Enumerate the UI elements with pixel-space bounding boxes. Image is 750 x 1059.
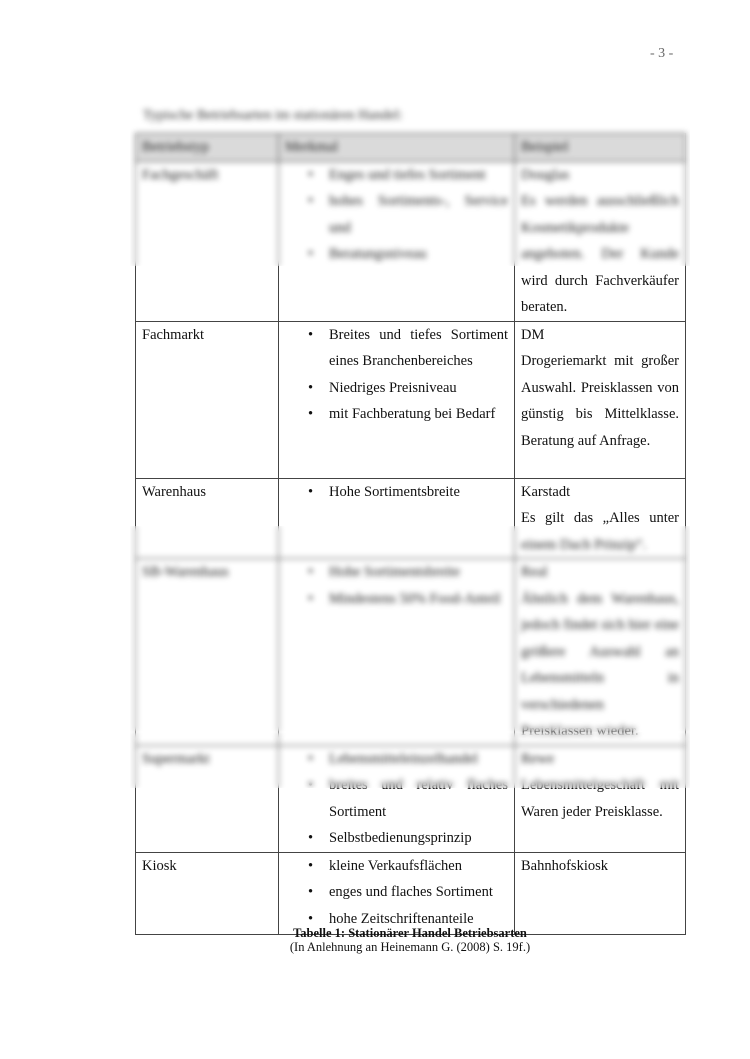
- example-name: Karstadt: [521, 483, 571, 500]
- feature-item: • Hohe Sortimentsbreite: [285, 559, 508, 586]
- example-name: Real: [521, 564, 548, 580]
- feature-item: • Lebensmitteleinzelhandel: [285, 746, 508, 773]
- example-name: Rewe: [521, 750, 555, 767]
- column-header-type: Betriebstyp: [136, 134, 279, 162]
- cell-type: Warenhaus: [136, 478, 279, 559]
- table-title: Typische Betriebsarten im stationären Handel:: [143, 108, 403, 123]
- example-description: Es gilt das „Alles unter einem Dach Prinzip“.: [521, 510, 679, 553]
- feature-item: • Selbstbedienungsprinzip: [285, 825, 508, 852]
- cell-type: SB-Warenhaus: [136, 559, 279, 746]
- feature-item: • Enges und tiefes Sortiment: [285, 162, 508, 189]
- feature-item: • breites und relativ flaches Sortiment: [285, 772, 508, 825]
- feature-item: • Mindestens 50% Food-Anteil: [285, 586, 508, 613]
- feature-item: • Hohe Sortimentsbreite: [285, 479, 508, 506]
- caption-source: (In Anlehnung an Heinemann G. (2008) S. 19f.): [289, 940, 531, 954]
- feature-item: • Niedriges Preisniveau: [285, 375, 508, 402]
- blur-overlay-lower: [130, 732, 690, 788]
- cell-example: [515, 852, 686, 934]
- cell-features: [279, 852, 515, 934]
- cell-example: [515, 321, 686, 478]
- example-name: Bahnhofskiosk: [521, 857, 608, 874]
- feature-item: • enges und flaches Sortiment: [285, 879, 508, 906]
- cell-type: Kiosk: [136, 852, 279, 934]
- cell-features: [279, 321, 515, 478]
- feature-item: • hohe Zeitschriftenanteile: [285, 906, 508, 933]
- blur-overlay-middle: [130, 526, 690, 732]
- feature-item: • Breites und tiefes Sortiment eines Branchenbereiches: [285, 322, 508, 375]
- example-description: Drogeriemarkt mit großer Auswahl. Preisklassen von günstig bis Mittelklasse. Beratung auf Anfrage.: [521, 353, 679, 449]
- feature-item: • hohes Sortiments-, Service und: [285, 188, 508, 241]
- column-header-feature: Merkmal: [279, 134, 515, 162]
- cell-type: Supermarkt: [136, 745, 279, 852]
- example-name: DM: [521, 326, 545, 343]
- table-caption: [0, 926, 750, 954]
- column-header-example: Beispiel: [515, 134, 686, 162]
- page-number: - 3 -: [650, 46, 674, 61]
- example-description: Lebensmittelgeschäft mit Waren jeder Preisklasse.: [521, 777, 679, 820]
- example-name: Douglas: [521, 166, 570, 183]
- table-row: [136, 852, 686, 934]
- blur-overlay-top: [130, 98, 690, 266]
- table-row: [136, 321, 686, 478]
- caption-label: Tabelle 1: Stationärer Handel Betriebsarten: [293, 926, 527, 940]
- cell-type: Fachgeschäft: [136, 161, 279, 321]
- feature-item: • mit Fachberatung bei Bedarf: [285, 401, 508, 428]
- feature-item: • kleine Verkaufsflächen: [285, 853, 508, 880]
- example-description: Es werden ausschließlich Kosmetikprodukte angeboten. Der Kunde wird durch Fachverkäufer beraten.: [521, 193, 679, 315]
- cell-type: Fachmarkt: [136, 321, 279, 478]
- example-description: Ähnlich dem Warenhaus, jedoch findet sich hier eine größere Auswahl an Lebensmitteln in verschiedenen Preisklassen wieder.: [521, 590, 679, 739]
- feature-item: • Beratungsniveau: [285, 241, 508, 268]
